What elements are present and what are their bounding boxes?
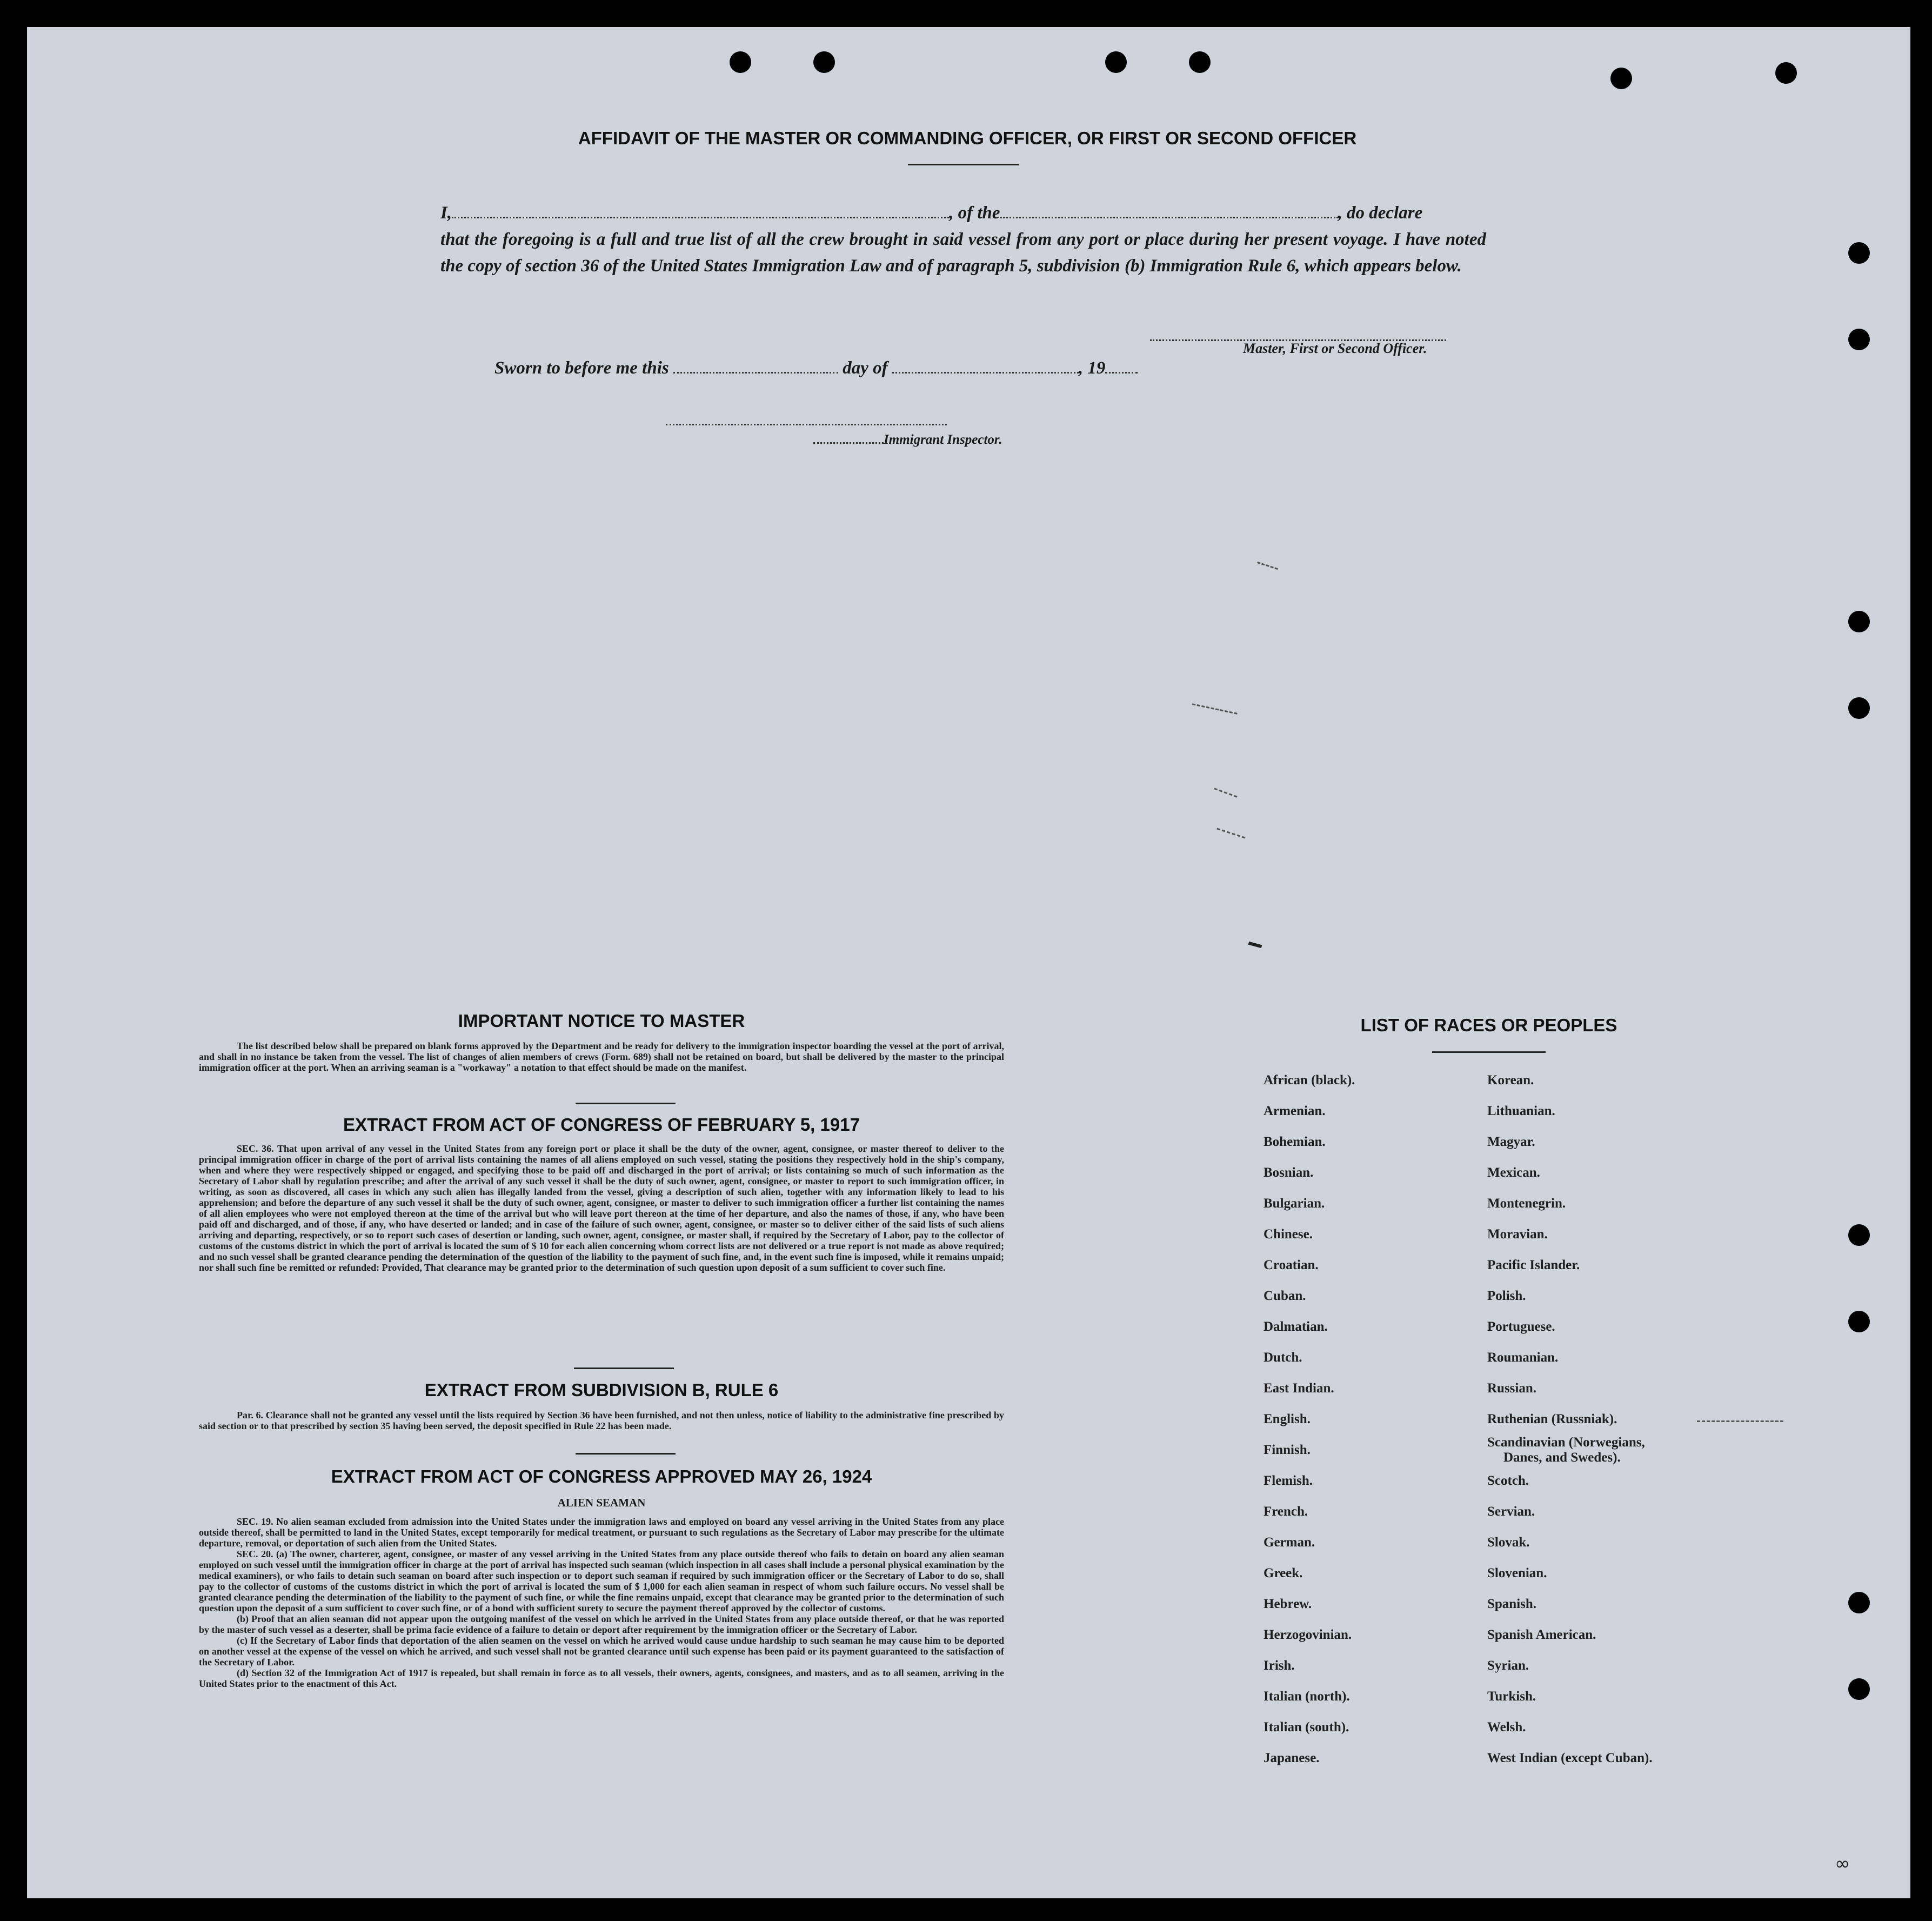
race-left: Irish. — [1264, 1658, 1295, 1673]
race-right: Spanish. — [1487, 1597, 1537, 1611]
inspector-line — [813, 432, 1002, 448]
punch-hole — [1775, 62, 1797, 84]
race-left: English. — [1264, 1412, 1311, 1426]
race-left: Greek. — [1264, 1566, 1303, 1580]
race-left: Dutch. — [1264, 1350, 1302, 1365]
race-right: Syrian. — [1487, 1658, 1529, 1673]
races-title-divider — [1432, 1051, 1546, 1053]
race-right: West Indian (except Cuban). — [1487, 1751, 1653, 1765]
section-divider — [574, 1368, 674, 1369]
race-right: Lithuanian. — [1487, 1104, 1555, 1118]
race-left: Herzogovinian. — [1264, 1627, 1352, 1642]
race-left: Bosnian. — [1264, 1165, 1314, 1180]
races-title: LIST OF RACES OR PEOPLES — [1360, 1015, 1617, 1035]
race-left: Italian (south). — [1264, 1720, 1349, 1735]
race-right: Servian. — [1487, 1504, 1535, 1519]
race-left: Bulgarian. — [1264, 1196, 1325, 1211]
sworn-day-field[interactable] — [673, 359, 838, 373]
race-right: Mexican. — [1487, 1165, 1540, 1180]
signature-line[interactable] — [1150, 326, 1446, 341]
inspector-field[interactable] — [813, 432, 884, 444]
year-label: , 19 — [1078, 358, 1106, 378]
punch-hole — [1848, 697, 1870, 719]
extract-rule6-title: EXTRACT FROM SUBDIVISION B, RULE 6 — [424, 1380, 779, 1400]
punch-hole — [1848, 611, 1870, 632]
race-right: Spanish American. — [1487, 1627, 1596, 1642]
extract-1917-title: EXTRACT FROM ACT OF CONGRESS OF FEBRUARY 5, 1917 — [343, 1115, 860, 1135]
race-left: Flemish. — [1264, 1473, 1313, 1488]
sworn-label: Sworn to before me this — [494, 358, 669, 378]
race-right: Danes, and Swedes). — [1503, 1450, 1621, 1465]
race-right: Welsh. — [1487, 1720, 1526, 1735]
race-left: African (black). — [1264, 1073, 1355, 1088]
sec-20c-text: (c) If the Secretary of Labor finds that deportation of the alien seamen on the vessel on which he arrived would cause undue hardship to such seaman he may cause him to be deported on another vessel at the expense of the vessel on which he arrived, and such vessel shall not be granted clearance until such expense has been paid or its payment guaranteed to the satisfaction of the Secretary of Labor. — [199, 1635, 1004, 1667]
race-right: Portuguese. — [1487, 1319, 1555, 1334]
sec-20a-text: SEC. 20. (a) The owner, charterer, agent, consignee, or master of any vessel arriving in the United States from any place outside thereof who fails to detain on board any alien seaman employed on such vessel until the immigration officer in charge at the port of arrival has inspected such seaman (which inspection in all cases shall include a personal physical examination by the medical examiners), or who fails to detain such seaman on board after such inspection or to deport such seaman if required by such immigration officer or the Secretary of Labor to do so, shall pay to the collector of customs of the customs district in which the port of arrival is located the sum of $ 1,000 for each alien seaman in respect of whom such failure occurs. No vessel shall be granted clearance pending the determination of the liability to the payment of such fine, or while the fine remains unpaid, except that clearance may be granted prior to the determination of such question upon the deposit of a sum sufficient to cover such fine, or of a bond with sufficient surety to secure the payment thereof approved by the collector of customs. — [199, 1549, 1004, 1613]
affidavit-text — [440, 200, 1486, 279]
extract-1924-title: EXTRACT FROM ACT OF CONGRESS APPROVED MAY 26, 1924 — [331, 1466, 872, 1486]
punch-hole — [813, 51, 835, 73]
race-right: Roumanian. — [1487, 1350, 1559, 1365]
race-left: Japanese. — [1264, 1751, 1320, 1765]
extract-1924-subtitle: ALIEN SEAMAN — [557, 1496, 646, 1509]
race-left: Cuban. — [1264, 1289, 1306, 1303]
name-field[interactable] — [452, 204, 949, 218]
affidavit-body: that the foregoing is a full and true list of all the crew brought in said vessel from any port or place during her present voyage. I have noted the copy of section 36 of the United States Immigration Law and of paragraph 5, subdivision (b) Immigration Rule 6, which appears below. — [440, 230, 1486, 276]
inspector-label: Immigrant Inspector. — [884, 432, 1002, 447]
notice-text: The list described below shall be prepared on blank forms approved by the Department and be ready for delivery to the immigration inspector boarding the vessel at the port of arrival, and shall in no instance be taken from the vessel. The list of changes of alien members of crews (Form. 689) shall not be retained on board, but shall be delivered by the master to the principal immigration officer at the port. When an arriving seaman is a "workaway" a notation to that effect should be made on the manifest. — [199, 1040, 1004, 1073]
punch-hole — [1610, 68, 1632, 89]
race-right: Polish. — [1487, 1289, 1526, 1303]
signature-label: Master, First or Second Officer. — [1243, 341, 1427, 356]
race-right: Scotch. — [1487, 1473, 1529, 1488]
race-right: Magyar. — [1487, 1135, 1535, 1149]
title-divider — [908, 164, 1019, 165]
sworn-month-field[interactable] — [892, 359, 1079, 373]
sworn-line — [494, 358, 1138, 378]
section-divider — [576, 1103, 676, 1104]
margin-mark: ∞ — [1835, 1853, 1850, 1875]
race-right: Montenegrin. — [1487, 1196, 1566, 1211]
do-declare-label: , do declare — [1338, 203, 1423, 223]
notice-title: IMPORTANT NOTICE TO MASTER — [458, 1011, 745, 1031]
race-left: Chinese. — [1264, 1227, 1313, 1242]
race-right: Slovenian. — [1487, 1566, 1547, 1580]
stray-mark — [1697, 1420, 1783, 1424]
race-left: Bohemian. — [1264, 1135, 1326, 1149]
race-right: Ruthenian (Russniak). — [1487, 1412, 1617, 1426]
race-right: Slovak. — [1487, 1535, 1530, 1550]
section-divider — [576, 1453, 676, 1455]
punch-hole — [1189, 51, 1211, 73]
of-the-label: , of the — [949, 203, 1000, 223]
punch-hole — [730, 51, 751, 73]
race-right: Korean. — [1487, 1073, 1534, 1088]
vessel-field[interactable] — [1000, 204, 1338, 218]
punch-hole — [1848, 1678, 1870, 1700]
punch-hole — [1848, 1311, 1870, 1332]
extract-rule6-text: Par. 6. Clearance shall not be granted any vessel until the lists required by Section 36 have been furnished, and not then unless, notice of liability to the administrative fine prescribed by said section or to that prescribed by section 35 having been served, the deposit specified in Rule 22 has been made. — [199, 1410, 1004, 1431]
day-of-label: day of — [843, 358, 888, 378]
punch-hole — [1848, 1592, 1870, 1613]
punch-hole — [1105, 51, 1127, 73]
inspector-signature-line[interactable] — [666, 411, 947, 425]
race-left: Finnish. — [1264, 1443, 1311, 1457]
sec-19-text: SEC. 19. No alien seaman excluded from admission into the United States under the immigration laws and employed on board any vessel arriving in the United States from any place outside thereof, shall be permitted to land in the United States, except temporarily for medical treatment, or pursuant to such regulations as the Secretary of Labor may prescribe for the ultimate departure, removal, or deportation of such alien from the United States. — [199, 1516, 1004, 1549]
race-right: Pacific Islander. — [1487, 1258, 1580, 1272]
sworn-year-field[interactable] — [1105, 359, 1138, 373]
race-right: Russian. — [1487, 1381, 1537, 1396]
affidavit-title: AFFIDAVIT OF THE MASTER OR COMMANDING OFFICER, OR FIRST OR SECOND OFFICER — [578, 128, 1357, 148]
race-right: Turkish. — [1487, 1689, 1536, 1704]
race-left: French. — [1264, 1504, 1308, 1519]
race-left: East Indian. — [1264, 1381, 1334, 1396]
sec-20b-text: (b) Proof that an alien seaman did not appear upon the outgoing manifest of the vessel on which he arrived in the United States from any place outside thereof, or that he was reported by the master of such vessel as a deserter, shall be prima facie evidence of a failure to detain or deport after requirement by the immigration officer or the Secretary of Labor. — [199, 1613, 1004, 1635]
punch-hole — [1848, 242, 1870, 264]
race-left: Armenian. — [1264, 1104, 1326, 1118]
sec-20d-text: (d) Section 32 of the Immigration Act of 1917 is repealed, but shall remain in force as to all vessels, their owners, agents, consignees, and masters, and as to all seamen, arriving in the United States prior to the enactment of this Act. — [199, 1667, 1004, 1689]
race-right: Moravian. — [1487, 1227, 1548, 1242]
extract-1924-body — [199, 1516, 1004, 1689]
punch-hole — [1848, 329, 1870, 350]
race-left: Croatian. — [1264, 1258, 1319, 1272]
extract-1917-text: SEC. 36. That upon arrival of any vessel in the United States from any foreign port or place it shall be the duty of the owner, agent, consignee, or master thereof to deliver to the principal immigration officer in charge of the port of arrival lists containing the names of all aliens employed on such vessel, stating the positions they respectively hold in the ship's company, when and where they were respectively shipped or engaged, and specifying those to be paid off and discharged in the port of arrival; or lists containing so much of such information as the Secretary of Labor shall by regulation prescribe; and after the arrival of any such vessel it shall be the duty of such owner, agent, consignee, or master to report to such immigration officer, in writing, as soon as discovered, all cases in which any such alien has illegally landed from the vessel, giving a description of such alien, together with any information likely to lead to his apprehension; and before the departure of any such vessel it shall be the duty of such owner, agent, consignee, or master to deliver to such immigration officer a further list containing the names of all alien employees who were not employed thereon at the time of the arrival but who will leave port thereon at the time of her departure, and also the names of those, if any, who have been paid off and discharged, and of those, if any, who have deserted or landed; and in case of the failure of such owner, agent, consignee, or master so to deliver either of the said lists of such aliens arriving and departing, respectively, or so to report such cases of desertion or landing, such owner, agent, consignee, or master shall, if required by the Secretary of Labor, pay to the collector of customs of the customs district in which the port of arrival is located the sum of $ 10 for each alien concerning whom correct lists are not delivered or a true report is not made as above required; and no such vessel shall be granted clearance pending the determination of the question of the liability to the payment of such fine, and, in the event such fine is imposed, while it remains unpaid; nor shall such fine be remitted or refunded: Provided, That clearance may be granted prior to the determination of such question upon deposit of a sum sufficient to cover such fine. — [199, 1143, 1004, 1273]
i-label: I, — [440, 203, 452, 223]
race-right: Scandinavian (Norwegians, — [1487, 1435, 1645, 1450]
race-left: Dalmatian. — [1264, 1319, 1328, 1334]
affidavit-first-line — [440, 200, 1486, 226]
race-left: Hebrew. — [1264, 1597, 1312, 1611]
punch-hole — [1848, 1224, 1870, 1246]
race-left: German. — [1264, 1535, 1315, 1550]
race-left: Italian (north). — [1264, 1689, 1350, 1704]
